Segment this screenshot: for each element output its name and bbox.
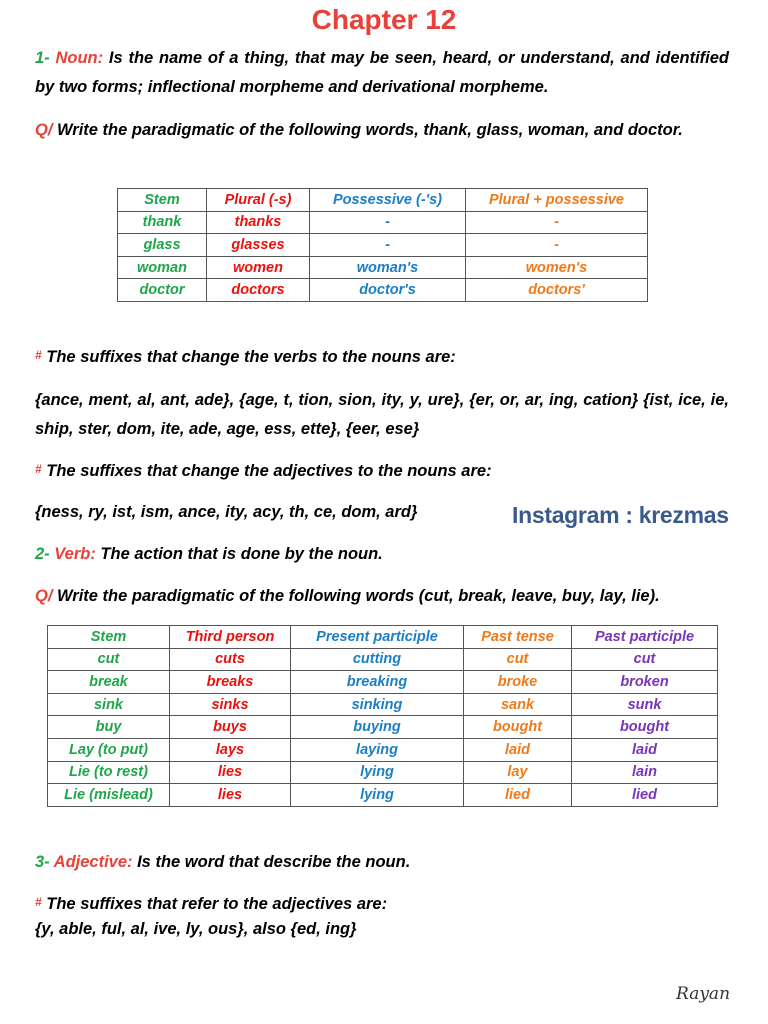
table-cell: - (466, 211, 648, 234)
table-cell: cuts (170, 648, 291, 671)
noun-definition-text: Is the name of a thing, that may be seen, heard, or understand, and identified by two forms; inflectional morpheme and derivational morpheme. (35, 49, 729, 96)
question-1-prefix: Q/ (35, 121, 53, 139)
table-row (118, 256, 648, 279)
table-cell: glasses (207, 234, 310, 257)
table-cell: lays (170, 738, 291, 761)
table-cell: woman (118, 256, 207, 279)
table-cell: - (310, 234, 466, 257)
table-cell: lied (572, 784, 718, 807)
table-header-row (48, 626, 718, 649)
table-cell: lying (291, 784, 464, 807)
noun-term: Noun: (55, 49, 104, 67)
hash-mark: # (35, 348, 42, 362)
table-cell: lay (464, 761, 572, 784)
table-header-cell: Possessive (-'s) (310, 189, 466, 212)
table-header-row (118, 189, 648, 212)
verb-number: 2- (35, 545, 55, 563)
adjective-number: 3- (35, 853, 54, 871)
table-cell: Lie (to rest) (48, 761, 170, 784)
noun-paradigm-table (117, 188, 648, 302)
table-cell: buying (291, 716, 464, 739)
table-cell: - (310, 211, 466, 234)
question-2-prefix: Q/ (35, 587, 53, 605)
table-cell: breaks (170, 671, 291, 694)
table-header-cell: Stem (118, 189, 207, 212)
table-row (118, 234, 648, 257)
table-cell: doctors (207, 279, 310, 302)
table-cell: buy (48, 716, 170, 739)
table-cell: cut (572, 648, 718, 671)
table-header-cell: Plural (-s) (207, 189, 310, 212)
table-cell: Lay (to put) (48, 738, 170, 761)
table-cell: women (207, 256, 310, 279)
table-cell: women's (466, 256, 648, 279)
table-cell: bought (572, 716, 718, 739)
verb-term: Verb: (54, 545, 96, 563)
table-cell: thank (118, 211, 207, 234)
table-cell: bought (464, 716, 572, 739)
question-2 (35, 582, 729, 611)
table-cell: break (48, 671, 170, 694)
table-header-cell: Past tense (464, 626, 572, 649)
table-row (48, 648, 718, 671)
table-cell: glass (118, 234, 207, 257)
table-cell: woman's (310, 256, 466, 279)
table-row (48, 784, 718, 807)
table-row (118, 211, 648, 234)
question-1-text: Write the paradigmatic of the following words, thank, glass, woman, and doctor. (52, 121, 683, 139)
signature: Rayan (676, 984, 731, 1004)
table-cell: cutting (291, 648, 464, 671)
table-header-cell: Plural + possessive (466, 189, 648, 212)
table-header-cell: Past participle (572, 626, 718, 649)
hash-mark: # (35, 462, 42, 476)
table-cell: breaking (291, 671, 464, 694)
verbs-to-nouns-list: {ance, ment, al, ant, ade}, {age, t, tion, sion, ity, y, ure}, {er, or, ar, ing, cation} {ist, ice, ie, ship, ster, dom, ite, ade, age, ess, ette}, {eer, ese} (35, 391, 729, 438)
table-header-cell: Third person (170, 626, 291, 649)
table-cell: thanks (207, 211, 310, 234)
table-cell: broken (572, 671, 718, 694)
noun-number: 1- (35, 49, 56, 67)
table-row (48, 761, 718, 784)
table-cell: Lie (mislead) (48, 784, 170, 807)
noun-definition (35, 44, 729, 102)
adjectives-to-nouns-list: {ness, ry, ist, ism, ance, ity, acy, th, ce, dom, ard} (35, 503, 418, 521)
verbs-to-nouns-heading-text: The suffixes that change the verbs to the nouns are: (41, 348, 456, 366)
table-cell: - (466, 234, 648, 257)
table-cell: lain (572, 761, 718, 784)
table-cell: laid (464, 738, 572, 761)
question-1 (35, 116, 729, 145)
table-cell: doctors' (466, 279, 648, 302)
table-row (48, 738, 718, 761)
table-cell: sunk (572, 693, 718, 716)
verb-paradigm-table (47, 625, 718, 807)
adjective-suffixes-heading-text: The suffixes that refer to the adjectives are: (41, 895, 388, 913)
table-cell: cut (464, 648, 572, 671)
table-cell: lied (464, 784, 572, 807)
verbs-to-nouns-heading (35, 343, 729, 372)
table-cell: lying (291, 761, 464, 784)
page-title: Chapter 12 (311, 4, 457, 35)
verb-definition (35, 540, 729, 569)
adjectives-to-nouns-heading (35, 457, 729, 486)
instagram-handle: Instagram : krezmas (512, 502, 729, 528)
adjective-suffixes-list: {y, able, ful, al, ive, ly, ous}, also {ed, ing} (35, 920, 357, 938)
table-cell: laying (291, 738, 464, 761)
verb-definition-text: The action that is done by the noun. (95, 545, 383, 563)
table-cell: laid (572, 738, 718, 761)
adjectives-to-nouns-heading-text: The suffixes that change the adjectives to the nouns are: (41, 462, 492, 480)
table-cell: doctor (118, 279, 207, 302)
hash-mark: # (35, 895, 42, 909)
table-cell: sinking (291, 693, 464, 716)
table-row (48, 693, 718, 716)
table-row (48, 671, 718, 694)
table-cell: broke (464, 671, 572, 694)
table-cell: buys (170, 716, 291, 739)
table-cell: sink (48, 693, 170, 716)
table-row (48, 716, 718, 739)
table-cell: lies (170, 761, 291, 784)
adjective-definition (35, 848, 729, 877)
table-header-cell: Present participle (291, 626, 464, 649)
adjective-term: Adjective: (53, 853, 133, 871)
table-cell: sinks (170, 693, 291, 716)
adjective-definition-text: Is the word that describe the noun. (132, 853, 411, 871)
table-header-cell: Stem (48, 626, 170, 649)
table-cell: cut (48, 648, 170, 671)
table-cell: doctor's (310, 279, 466, 302)
table-cell: lies (170, 784, 291, 807)
table-cell: sank (464, 693, 572, 716)
table-row (118, 279, 648, 302)
question-2-text: Write the paradigmatic of the following words (cut, break, leave, buy, lay, lie). (52, 587, 660, 605)
